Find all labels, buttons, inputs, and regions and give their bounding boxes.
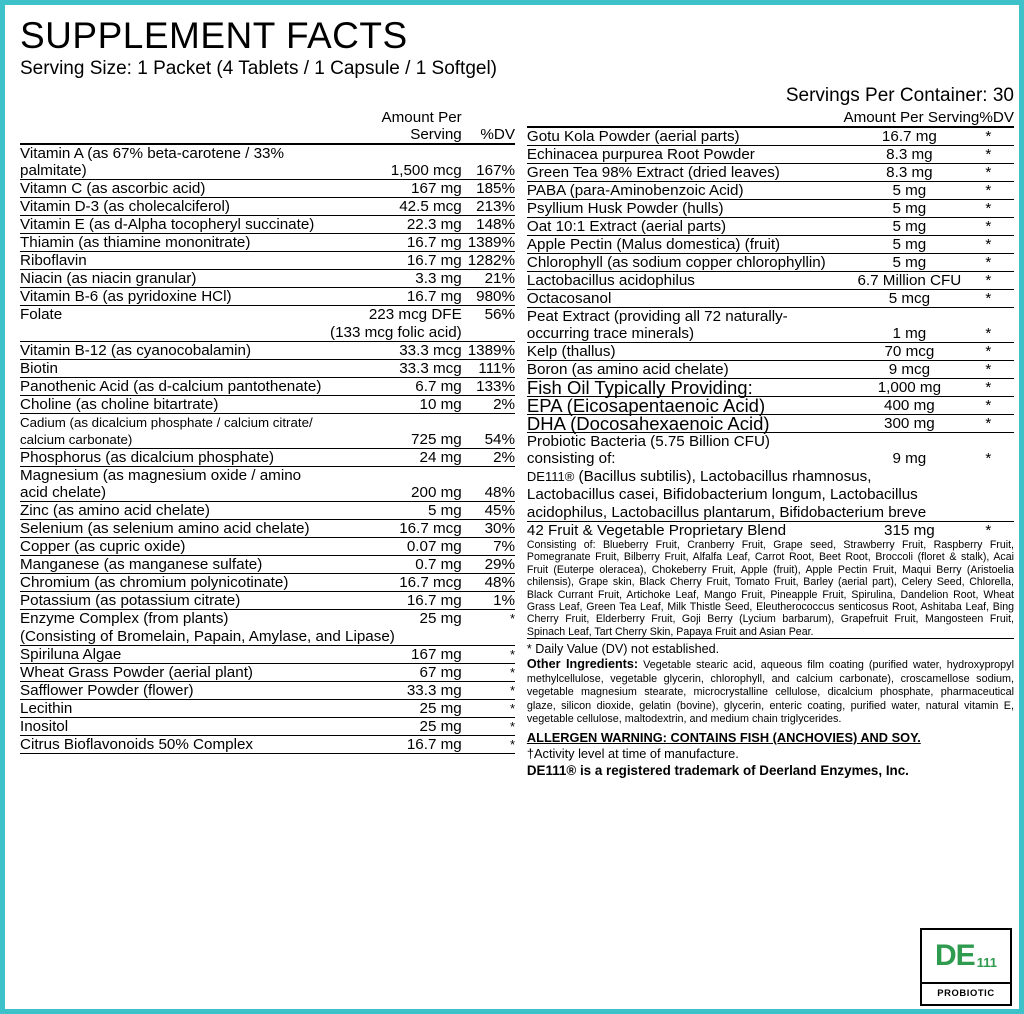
- blend-ingredients: Consisting of: Blueberry Fruit, Cranberry Fruit, Grape seed, Strawberry Fruit, Raspberry Fruit, Pomegranate Fruit, Bilberry Fruit, Alfalfa Leaf, Carrot Root, Beet Root, Broccoli (floret & stalk), Acai Fruit (Euterpe oleracea), Chokeberry Fruit, Apple (fruit), Apple Pectin Fruit, Maqui Berry (Aristoelia chilensis), Grape skin, Black Cherry Fruit, Tomato Fruit, Barley (aerial part), Celery Seed, Chlorella, Black Currant Fruit, Artichoke Leaf, Mango Fruit, Pineapple Fruit, Spirulina, Dandelion Root, Wheat Grass Leaf, Green Tea Leaf, Milk Thistle Seed, Eleutherococcus senticosus Root, Ashitaba Leaf, Bing Cherry Fruit, Elderberry Fruit, Goji Berry (Lycium barbarum), Grapefruit Fruit, Mangosteen Fruit, Spinach Leaf, Tart Cherry Skin, Papaya Fruit and Asian Pear.: [526, 539, 1014, 638]
- nutrient-amount: 16.7 mcg: [327, 574, 461, 592]
- nutrient-dv: 1282%: [462, 252, 515, 270]
- probiotic-row-line3: [527, 503, 1014, 522]
- nutrient-amount: 16.7 mg: [327, 234, 461, 252]
- nutrient-amount: 33.3 mcg: [327, 342, 461, 360]
- table-row: [527, 182, 1014, 200]
- nutrient-dv: 980%: [462, 288, 515, 306]
- nutrient-amount: 5 mg: [839, 200, 979, 218]
- probiotic-brand: DE111®: [526, 469, 575, 484]
- nutrient-amount: 10 mg: [327, 396, 461, 414]
- nutrient-amount: 3.3 mg: [327, 270, 461, 288]
- table-row: [527, 379, 1014, 397]
- page-title: SUPPLEMENT FACTS: [20, 15, 408, 56]
- table-row: [20, 736, 515, 754]
- probiotic-row-line2: [527, 486, 1014, 503]
- table-row: [20, 700, 515, 718]
- table-row: [527, 164, 1014, 182]
- blend-body-row: [527, 539, 1014, 639]
- nutrient-amount: 0.7 mg: [327, 556, 461, 574]
- probiotic-line1-rest: (Bacillus subtilis), Lactobacillus rhamnosus,: [574, 468, 872, 485]
- table-row: [527, 127, 1014, 146]
- nutrient-name: Vitamin E (as d-Alpha tocopheryl succinate): [20, 216, 327, 234]
- right-facts-table: [527, 109, 1014, 639]
- nutrient-dv: *: [979, 308, 1014, 343]
- right-header-blank: [527, 109, 839, 127]
- nutrient-amount: 400 mg: [839, 397, 979, 415]
- logo-caption: PROBIOTIC: [922, 982, 1010, 998]
- nutrient-amount: 1,000 mg: [839, 379, 979, 397]
- table-row: [20, 646, 515, 664]
- nutrient-dv: *: [979, 272, 1014, 290]
- nutrient-amount: 5 mg: [839, 254, 979, 272]
- nutrient-dv: 48%: [462, 467, 515, 502]
- serving-size: Serving Size: 1 Packet (4 Tablets / 1 Capsule / 1 Softgel): [20, 58, 498, 79]
- nutrient-amount: 167 mg: [327, 180, 461, 198]
- nutrient-name: EPA (Eicosapentaenoic Acid): [527, 397, 839, 415]
- table-row: [20, 682, 515, 700]
- right-table-header: [527, 109, 1014, 127]
- nutrient-dv: 111%: [462, 360, 515, 378]
- nutrient-dv: *: [979, 290, 1014, 308]
- table-row: [20, 252, 515, 270]
- nutrient-amount: 5 mg: [839, 218, 979, 236]
- nutrient-dv: *: [979, 343, 1014, 361]
- blend-row: [527, 522, 1014, 540]
- other-ingredients: [527, 656, 1014, 727]
- left-header-blank: [20, 109, 327, 144]
- nutrient-amount: 300 mg: [839, 415, 979, 433]
- other-ingredients-label: Other Ingredients:: [526, 657, 639, 672]
- logo-number-text: 111: [976, 954, 997, 970]
- table-row: [20, 396, 515, 414]
- table-row: [20, 538, 515, 556]
- nutrient-amount: 22.3 mg: [327, 216, 461, 234]
- nutrient-name: Wheat Grass Powder (aerial plant): [20, 664, 327, 682]
- table-row: [20, 520, 515, 538]
- table-row: [527, 343, 1014, 361]
- activity-note: †Activity level at time of manufacture.: [526, 745, 739, 761]
- nutrient-name: Vitamin D-3 (as cholecalciferol): [20, 198, 327, 216]
- nutrient-dv: 29%: [462, 556, 515, 574]
- nutrient-amount: 5 mg: [839, 182, 979, 200]
- table-row: [20, 288, 515, 306]
- probiotic-line3: acidophilus, Lactobacillus plantarum, Bifidobacterium breve: [527, 503, 1014, 522]
- table-row: [20, 216, 515, 234]
- table-row: [20, 556, 515, 574]
- nutrient-amount: 16.7 mg: [327, 736, 461, 754]
- nutrient-dv: *: [979, 254, 1014, 272]
- nutrient-dv: 21%: [462, 270, 515, 288]
- nutrient-dv: *: [462, 700, 515, 718]
- nutrient-dv: 133%: [462, 378, 515, 396]
- nutrient-subnote: (Consisting of Bromelain, Papain, Amylase, and Lipase): [20, 627, 515, 646]
- nutrient-name: Vitamn C (as ascorbic acid): [20, 180, 327, 198]
- left-table-header: [20, 109, 515, 144]
- nutrient-dv: *: [979, 127, 1014, 146]
- probiotic-headline: Probiotic Bacteria (5.75 Billion CFU) consisting of:: [526, 433, 770, 467]
- nutrient-dv: *: [979, 146, 1014, 164]
- nutrient-dv: 1389%: [462, 342, 515, 360]
- nutrient-name: Lecithin: [20, 700, 327, 718]
- table-row: [20, 592, 515, 610]
- nutrient-amount: 25 mg: [419, 610, 462, 627]
- nutrient-name: PABA (para-Aminobenzoic Acid): [527, 182, 839, 200]
- table-row: [20, 180, 515, 198]
- nutrient-dv: 56%: [484, 306, 516, 323]
- nutrient-name: Chromium (as chromium polynicotinate): [20, 574, 327, 592]
- table-row: [20, 270, 515, 288]
- table-row: [20, 144, 515, 180]
- table-row: [20, 378, 515, 396]
- nutrient-name: Octacosanol: [527, 290, 839, 308]
- allergen-warning: ALLERGEN WARNING: CONTAINS FISH (ANCHOVIES) AND SOY.: [526, 729, 921, 745]
- nutrient-amount: 5 mg: [327, 502, 461, 520]
- left-header-dv: %DV: [462, 109, 515, 144]
- nutrient-amount: 16.7 mg: [839, 127, 979, 146]
- left-facts-table: [20, 109, 515, 754]
- nutrient-name: Niacin (as niacin granular): [20, 270, 327, 288]
- panel-inner: [10, 10, 1024, 1014]
- nutrient-dv: *: [979, 200, 1014, 218]
- table-row: [20, 414, 515, 449]
- nutrient-dv: 1%: [462, 592, 515, 610]
- table-row: [20, 306, 515, 324]
- nutrient-dv: 7%: [462, 538, 515, 556]
- nutrient-name: Kelp (thallus): [527, 343, 839, 361]
- logo-wordmark: [922, 930, 1010, 982]
- nutrient-name: Echinacea purpurea Root Powder: [527, 146, 839, 164]
- nutrient-name: Citrus Bioflavonoids 50% Complex: [20, 736, 327, 754]
- nutrient-amount: 24 mg: [327, 449, 461, 467]
- nutrient-name: Fish Oil Typically Providing:: [527, 379, 839, 397]
- left-column: [20, 83, 515, 778]
- nutrient-amount: 1 mg: [839, 308, 979, 343]
- table-row-sub: [20, 323, 515, 342]
- nutrient-amount: 223 mcg DFE: [368, 306, 462, 323]
- servings-per-container: Servings Per Container: 30: [785, 85, 1014, 106]
- nutrient-name: Magnesium (as magnesium oxide / amino acid chelate): [20, 467, 327, 502]
- nutrient-dv: *: [509, 611, 516, 626]
- table-row: [527, 415, 1014, 433]
- nutrient-dv: *: [462, 718, 515, 736]
- column-divider: [515, 83, 527, 778]
- nutrient-name: DHA (Docosahexaenoic Acid): [527, 415, 839, 433]
- nutrient-dv: *: [979, 397, 1014, 415]
- nutrient-dv: *: [979, 361, 1014, 379]
- facts-columns: [20, 83, 1014, 778]
- nutrient-name: Choline (as choline bitartrate): [20, 396, 327, 414]
- nutrient-name: Vitamin A (as 67% beta-carotene / 33% palmitate): [20, 144, 327, 180]
- nutrient-dv: 167%: [462, 144, 515, 180]
- nutrient-amount: 25 mg: [327, 718, 461, 736]
- table-row: [20, 342, 515, 360]
- table-row: [527, 290, 1014, 308]
- table-row: [20, 502, 515, 520]
- nutrient-amount: 16.7 mg: [327, 592, 461, 610]
- nutrient-name: Folate: [20, 306, 63, 323]
- nutrient-amount: 1,500 mcg: [327, 144, 461, 180]
- table-row: [527, 308, 1014, 343]
- table-row: [527, 218, 1014, 236]
- nutrient-dv: 2%: [462, 396, 515, 414]
- table-row: [527, 200, 1014, 218]
- nutrient-amount: 5 mg: [839, 236, 979, 254]
- table-row-sub: [20, 627, 515, 646]
- probiotic-row: [527, 433, 1014, 468]
- nutrient-name: Riboflavin: [20, 252, 327, 270]
- table-row: [20, 198, 515, 216]
- de111-probiotic-logo: [920, 928, 1012, 1006]
- table-row: [20, 718, 515, 736]
- nutrient-dv: 2%: [462, 449, 515, 467]
- table-row: [20, 574, 515, 592]
- right-header-amount: Amount Per Serving: [839, 109, 979, 127]
- nutrient-dv: 48%: [462, 574, 515, 592]
- nutrient-dv: *: [979, 379, 1014, 397]
- nutrient-name: Safflower Powder (flower): [20, 682, 327, 700]
- left-header-amount: Amount Per Serving: [327, 109, 461, 144]
- nutrient-amount: 16.7 mcg: [327, 520, 461, 538]
- probiotic-row-line1: [527, 467, 1014, 486]
- nutrient-amount: 0.07 mg: [327, 538, 461, 556]
- nutrient-name: Spiriluna Algae: [20, 646, 327, 664]
- nutrient-amount: 42.5 mcg: [327, 198, 461, 216]
- blend-amount: 315 mg: [884, 522, 935, 539]
- table-row: [527, 146, 1014, 164]
- nutrient-amount: 70 mcg: [839, 343, 979, 361]
- nutrient-amount: 200 mg: [327, 467, 461, 502]
- probiotic-line1: [527, 467, 1014, 486]
- nutrient-name: Thiamin (as thiamine mononitrate): [20, 234, 327, 252]
- nutrient-name: Gotu Kola Powder (aerial parts): [527, 127, 839, 146]
- table-row: [20, 360, 515, 378]
- nutrient-name: Psyllium Husk Powder (hulls): [527, 200, 839, 218]
- nutrient-name: Panothenic Acid (as d-calcium pantothenate): [20, 378, 327, 396]
- nutrient-amount: 16.7 mg: [327, 288, 461, 306]
- nutrient-amount: 6.7 Million CFU: [839, 272, 979, 290]
- table-row: [20, 610, 515, 628]
- probiotic-line2: Lactobacillus casei, Bifidobacterium longum, Lactobacillus: [526, 486, 918, 503]
- nutrient-name: Vitamin B-12 (as cyanocobalamin): [20, 342, 327, 360]
- nutrient-dv: *: [979, 164, 1014, 182]
- nutrient-subnote: (133 mcg folic acid): [327, 323, 461, 342]
- nutrient-amount: 67 mg: [327, 664, 461, 682]
- trademark-note: DE111® is a registered trademark of Deerland Enzymes, Inc.: [526, 762, 909, 778]
- nutrient-amount: 5 mcg: [839, 290, 979, 308]
- nutrient-dv: *: [979, 182, 1014, 200]
- nutrient-amount: 16.7 mg: [327, 252, 461, 270]
- nutrient-amount: 6.7 mg: [327, 378, 461, 396]
- nutrient-name: Cadium (as dicalcium phosphate / calcium citrate/ calcium carbonate): [20, 414, 327, 449]
- nutrient-name: Lactobacillus acidophilus: [527, 272, 839, 290]
- nutrient-amount: 33.3 mg: [327, 682, 461, 700]
- nutrient-amount: 33.3 mcg: [327, 360, 461, 378]
- nutrient-dv: *: [462, 682, 515, 700]
- nutrient-dv: 1389%: [462, 234, 515, 252]
- nutrient-name: Boron (as amino acid chelate): [527, 361, 839, 379]
- nutrient-name: Enzyme Complex (from plants): [20, 610, 229, 627]
- nutrient-dv: *: [462, 664, 515, 682]
- nutrient-dv: 45%: [462, 502, 515, 520]
- table-row: [20, 234, 515, 252]
- blend-title: 42 Fruit & Vegetable Proprietary Blend: [526, 522, 787, 539]
- table-row: [527, 361, 1014, 379]
- nutrient-name: Peat Extract (providing all 72 naturally-occurring trace minerals): [527, 308, 839, 343]
- nutrient-dv: 54%: [462, 414, 515, 449]
- nutrient-name: Inositol: [20, 718, 327, 736]
- nutrient-dv: *: [979, 218, 1014, 236]
- nutrient-name: Apple Pectin (Malus domestica) (fruit): [527, 236, 839, 254]
- probiotic-amount: 9 mg: [892, 450, 927, 467]
- nutrient-name: Green Tea 98% Extract (dried leaves): [527, 164, 839, 182]
- table-row: [527, 254, 1014, 272]
- nutrient-name: Manganese (as manganese sulfate): [20, 556, 327, 574]
- nutrient-amount: 725 mg: [327, 414, 461, 449]
- nutrient-name: Chlorophyll (as sodium copper chlorophyllin): [527, 254, 839, 272]
- other-ingredients-text: Vegetable stearic acid, aqueous film coating (purified water, hydroxypropyl methylcellulose, vegetable glycerin, chlorophyll, and calcium carbonate), croscamellose sodium, vegetable magnesium stearate, microcrystalline cellulose, dicalcium phosphate, pharmaceutical glaze, silicon dioxide, gelatin (bovine), glycerin, enteric coating, purified water, natural vitamin E, vegetable cellulose, maltodextrin, and medium chain triglycerides.: [526, 659, 1014, 726]
- nutrient-name: Potassium (as potassium citrate): [20, 592, 327, 610]
- logo-de-text: DE: [935, 939, 975, 972]
- table-row: [20, 467, 515, 502]
- nutrient-amount: 8.3 mg: [839, 146, 979, 164]
- nutrient-name: Oat 10:1 Extract (aerial parts): [527, 218, 839, 236]
- nutrient-dv: 148%: [462, 216, 515, 234]
- nutrient-name: Phosphorus (as dicalcium phosphate): [20, 449, 327, 467]
- table-row: [527, 236, 1014, 254]
- nutrient-dv: 213%: [462, 198, 515, 216]
- nutrient-dv: *: [462, 736, 515, 754]
- table-row: [527, 272, 1014, 290]
- right-column: [527, 83, 1014, 778]
- probiotic-dv: *: [985, 450, 992, 467]
- blend-dv: *: [985, 522, 992, 539]
- right-header-dv: %DV: [979, 109, 1014, 126]
- nutrient-amount: 8.3 mg: [839, 164, 979, 182]
- nutrient-dv: *: [462, 646, 515, 664]
- table-row: [20, 664, 515, 682]
- nutrient-dv: 30%: [462, 520, 515, 538]
- nutrient-dv: 185%: [462, 180, 515, 198]
- nutrient-name: Vitamin B-6 (as pyridoxine HCl): [20, 288, 327, 306]
- daily-value-footnote: * Daily Value (DV) not established.: [526, 642, 720, 657]
- table-row: [527, 397, 1014, 415]
- nutrient-amount: 167 mg: [327, 646, 461, 664]
- nutrient-amount: 25 mg: [327, 700, 461, 718]
- nutrient-name: Selenium (as selenium amino acid chelate): [20, 520, 327, 538]
- nutrient-amount: 9 mcg: [839, 361, 979, 379]
- nutrient-name: Zinc (as amino acid chelate): [20, 502, 327, 520]
- nutrient-dv: *: [979, 236, 1014, 254]
- nutrient-name: Copper (as cupric oxide): [20, 538, 327, 556]
- nutrient-dv: *: [979, 415, 1014, 433]
- table-row: [20, 449, 515, 467]
- nutrient-name: Biotin: [20, 360, 327, 378]
